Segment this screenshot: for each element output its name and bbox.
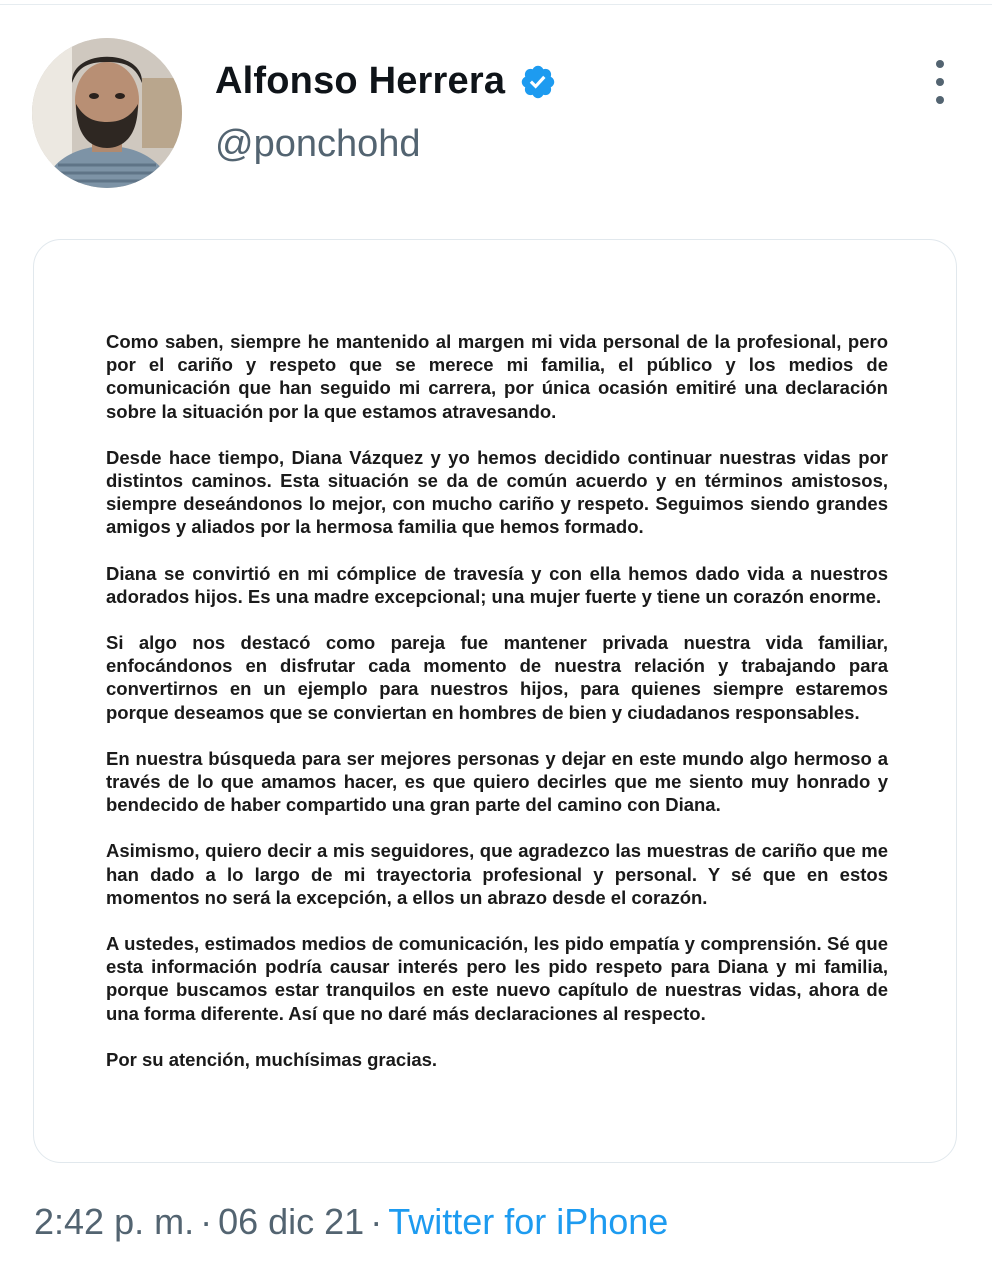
statement-paragraph: Diana se convirtió en mi cómplice de travesía y con ella hemos dado vida a nuestros adorados hijos. Es una madre excepcional; una mujer fuerte y tiene un corazón enorme.: [106, 562, 888, 607]
more-options-icon[interactable]: [928, 60, 952, 104]
statement-paragraph: A ustedes, estimados medios de comunicación, les pido empatía y comprensión. Sé que esta información podría causar interés pero les pido respeto para Diana y mi familia, porque buscamos estar tranquilos en este nuevo capítulo de nuestras vidas, ahora de una forma diferente. Así que no daré más declaraciones al respecto.: [106, 933, 888, 1024]
verified-badge-icon: [519, 63, 557, 101]
statement-paragraph: Si algo nos destacó como pareja fue mantener privada nuestra vida familiar, enfocándonos en disfrutar cada momento de nuestra relación y trabajando para convertirnos en un ejemplo para nuestros hijos, para quienes siempre estaremos porque deseamos que se conviertan en hombres de bien y ciudadanos responsables.: [106, 632, 888, 723]
statement-paragraph: Como saben, siempre he mantenido al margen mi vida personal de la profesional, pero por el cariño y respeto que se merece mi familia, el público y los medios de comunicación que han seguido mi carrera, por única ocasión emitiré una declaración sobre la situación por la que estamos atravesando.: [106, 331, 888, 422]
statement-paragraph: En nuestra búsqueda para ser mejores personas y dejar en este mundo algo hermoso a través de lo que amamos hacer, es que quiero decirles que me siento muy honrado y bendecido de haber compartido una gran parte del camino con Diana.: [106, 747, 888, 816]
meta-separator: ·: [370, 1201, 383, 1242]
display-name[interactable]: Alfonso Herrera: [215, 60, 506, 102]
more-dot: [936, 60, 944, 68]
tweet-media-image[interactable]: [33, 239, 957, 1163]
statement-paragraph: Desde hace tiempo, Diana Vázquez y yo hemos decidido continuar nuestras vidas por distintos caminos. Esta situación se da de común acuerdo y en términos amistosos, siempre deseándonos lo mejor, con mucho cariño y respeto. Seguimos siendo grandes amigos y aliados por la hermosa familia que hemos formado.: [106, 446, 888, 538]
tweet-meta: [34, 1201, 668, 1243]
more-dot: [936, 96, 944, 104]
statement-paragraph: Por su atención, muchísimas gracias.: [106, 1048, 438, 1070]
statement-paragraph: Asimismo, quiero decir a mis seguidores, que agradezco las muestras de cariño que me han dado a lo largo de mi trayectoria profesional y personal. Y sé que en estos momentos no será la excepción, a ellos un abrazo desde el corazón.: [106, 840, 888, 908]
meta-separator: ·: [200, 1201, 213, 1242]
tweet-source-link[interactable]: Twitter for iPhone: [388, 1201, 669, 1242]
author-handle[interactable]: @ponchohd: [215, 123, 421, 165]
tweet-time[interactable]: 2:42 p. m.: [34, 1201, 195, 1242]
avatar[interactable]: [32, 38, 182, 188]
top-divider: [0, 4, 992, 5]
statement-document: [106, 330, 888, 1094]
tweet-header: [32, 38, 960, 188]
name-row: [215, 60, 557, 103]
tweet-date[interactable]: 06 dic 21: [218, 1201, 365, 1242]
more-dot: [936, 78, 944, 86]
